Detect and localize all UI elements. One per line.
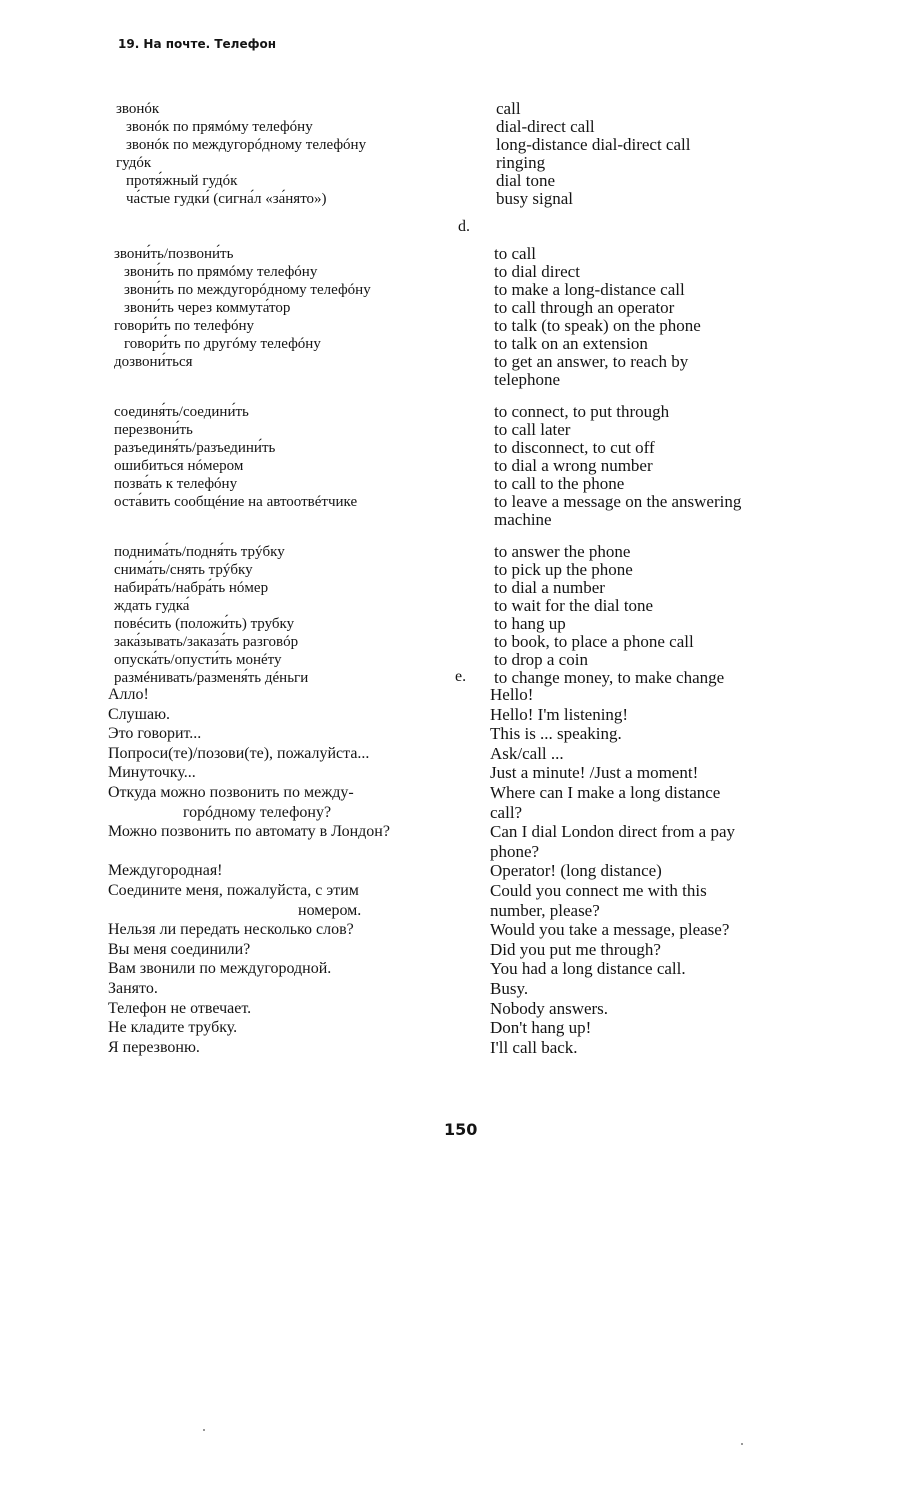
vocab-row [0,403,918,421]
russian-term: Занято. [108,979,158,997]
phrase-row [0,1018,918,1038]
vocab-row [0,457,918,475]
english-translation: dial-direct call [496,117,595,136]
vocab-row [0,543,918,561]
running-head: 19. На почте. Телефон [118,37,277,51]
english-translation: to drop a coin [494,650,588,669]
english-translation: You had a long distance call. [490,959,686,979]
section-e-phrases [0,685,918,1057]
english-translation: to connect, to put through [494,402,670,421]
phrase-row [0,959,918,979]
vocab-row [0,136,918,154]
russian-term: Можно позвонить по автомату в Лондон? [108,823,390,841]
russian-term: Вы меня соединили? [108,940,251,958]
english-translation: phone? [490,841,540,861]
english-translation: busy signal [496,189,573,208]
russian-term: звони́ть через коммута́тор [124,300,291,316]
russian-term: Вам звонили по междугородной. [108,960,332,978]
page-number: 150 [444,1120,478,1139]
section-c-vocabulary [0,100,918,208]
english-translation: This is ... speaking. [490,724,622,744]
vocab-row [0,263,918,281]
phrase-row [0,842,918,862]
russian-term: Это говорит... [108,725,202,743]
phrase-row [0,744,918,764]
vocab-row [0,353,918,371]
russian-term: опуска́ть/опусти́ть монéту [114,652,282,668]
english-translation: to wait for the dial tone [494,596,654,615]
vocab-row [0,439,918,457]
russian-term: ошибиться нóмером [114,458,244,474]
russian-term: перезвони́ть [114,422,193,438]
russian-term: гудóк [116,155,152,171]
english-translation: call [496,99,521,118]
russian-term: звони́ть по междугорóдному телефóну [124,282,371,298]
english-translation: Don't hang up! [490,1018,592,1038]
vocab-row [0,190,918,208]
russian-term: Нельзя ли передать несколько слов? [108,921,354,939]
english-translation: to call to the phone [494,474,625,493]
english-translation: to dial a number [494,578,605,597]
english-translation: to leave a message on the answering [494,492,742,511]
english-translation: I'll call back. [490,1037,578,1057]
russian-term: говори́ть по другóму телефóну [124,336,321,352]
russian-term: звонóк по прямóму телефóну [126,119,313,135]
russian-term: Слушаю. [108,705,171,723]
vocab-row [0,475,918,493]
english-translation: to make a long-distance call [494,280,685,299]
english-translation: to answer the phone [494,542,631,561]
english-translation: call? [490,802,523,822]
phrase-row [0,783,918,803]
vocab-row [0,493,918,511]
phrase-row [0,1038,918,1058]
phrase-row [0,881,918,901]
phrase-row [0,822,918,842]
section-d-letter: d. [458,218,470,235]
english-translation: telephone [494,370,561,389]
vocab-row [0,421,918,439]
phrase-row [0,979,918,999]
scan-speck [741,1443,743,1445]
russian-term: протя́жный гудóк [126,173,238,189]
english-translation: number, please? [490,900,600,920]
vocab-row [0,579,918,597]
russian-term: Не кладите трубку. [108,1019,238,1037]
english-translation: Can I dial London direct from a pay [490,822,736,842]
english-translation: ringing [496,153,546,172]
phrase-row [0,901,918,921]
russian-term: повéсить (положи́ть) трубку [114,616,295,632]
english-translation: to dial a wrong number [494,456,653,475]
english-translation: to hang up [494,614,566,633]
russian-term: говори́ть по телефóну [114,318,254,334]
russian-term: ждать гудка́ [114,598,190,614]
english-translation: to call [494,244,537,263]
russian-term: Телефон не отвечает. [108,999,252,1017]
english-translation: to call through an operator [494,298,675,317]
russian-term: ча́стые гудки́ (сигна́л «за́нято») [126,191,327,207]
phrase-row [0,803,918,823]
russian-term: Откуда можно позвонить по между- [108,783,354,801]
vocab-row [0,245,918,263]
vocab-row [0,511,918,529]
english-translation: to talk (to speak) on the phone [494,316,701,335]
phrase-row [0,724,918,744]
english-translation: to get an answer, to reach by [494,352,689,371]
phrase-row [0,685,918,705]
english-translation: to disconnect, to cut off [494,438,655,457]
russian-term: Попроси(те)/позови(те), пожалуйста... [108,744,370,762]
english-translation: to book, to place a phone call [494,632,694,651]
english-translation: Hello! [490,685,534,704]
russian-term: оста́вить сообщéние на автоотвéтчике [114,494,358,510]
vocab-row [0,317,918,335]
russian-term: звонóк [116,101,160,117]
english-translation: Ask/call ... [490,743,564,763]
phrase-row [0,705,918,725]
russian-term: размéнивать/разменя́ть дéньги [114,670,309,686]
english-translation: Operator! (long distance) [490,861,662,881]
english-translation: long-distance dial-direct call [496,135,691,154]
english-translation: Did you put me through? [490,939,661,959]
english-translation: Where can I make a long distance [490,782,721,802]
section-e-letter: e. [455,668,467,685]
english-translation: machine [494,510,552,529]
vocab-row [0,371,918,389]
vocab-row [0,633,918,651]
english-translation: dial tone [496,171,556,190]
russian-term: Я перезвоню. [108,1038,200,1056]
phrase-row [0,763,918,783]
russian-term: Соедините меня, пожалуйста, с этим [108,881,359,899]
vocab-row [0,100,918,118]
russian-term: набира́ть/набра́ть нóмер [114,580,269,596]
vocab-row [0,154,918,172]
russian-term: Междугородная! [108,862,223,880]
section-d-vocabulary [0,245,918,687]
vocab-row [0,281,918,299]
russian-term: разъединя́ть/разъедини́ть [114,440,276,456]
vocab-row [0,651,918,669]
vocab-row [0,172,918,190]
english-translation: Hello! I'm listening! [490,704,629,724]
english-translation: to dial direct [494,262,580,281]
russian-term: Алло! [108,686,149,703]
phrase-row [0,861,918,881]
russian-term: снима́ть/снять трýбку [114,562,253,578]
english-translation: to change money, to make change [494,668,725,687]
english-translation: Busy. [490,978,529,998]
vocab-row [0,561,918,579]
russian-term: зака́зывать/заказа́ть разговóр [114,634,299,650]
english-translation: to pick up the phone [494,560,633,579]
phrase-row [0,940,918,960]
russian-term: звони́ть по прямóму телефóну [124,264,318,280]
russian-term: соединя́ть/соедини́ть [114,404,249,420]
english-translation: to call later [494,420,571,439]
english-translation: Just a minute! /Just a moment! [490,763,699,783]
english-translation: Would you take a message, please? [490,920,730,940]
vocab-row [0,615,918,633]
english-translation: Could you connect me with this [490,880,707,900]
russian-term: номером. [298,901,362,919]
english-translation: to talk on an extension [494,334,648,353]
phrase-row [0,920,918,940]
russian-term: поднима́ть/подня́ть трýбку [114,544,285,560]
russian-term: позва́ть к телефóну [114,476,238,492]
russian-term: дозвони́ться [114,354,193,370]
vocab-row [0,335,918,353]
vocab-row [0,118,918,136]
scan-speck [203,1429,205,1431]
vocab-row [0,299,918,317]
phrase-row [0,999,918,1019]
english-translation: Nobody answers. [490,998,609,1018]
russian-term: Минуточку... [108,764,196,782]
russian-term: звони́ть/позвони́ть [114,246,234,262]
russian-term: горóдному телефону? [183,803,332,821]
russian-term: звонóк по междугорóдному телефóну [126,137,367,153]
vocab-row [0,597,918,615]
